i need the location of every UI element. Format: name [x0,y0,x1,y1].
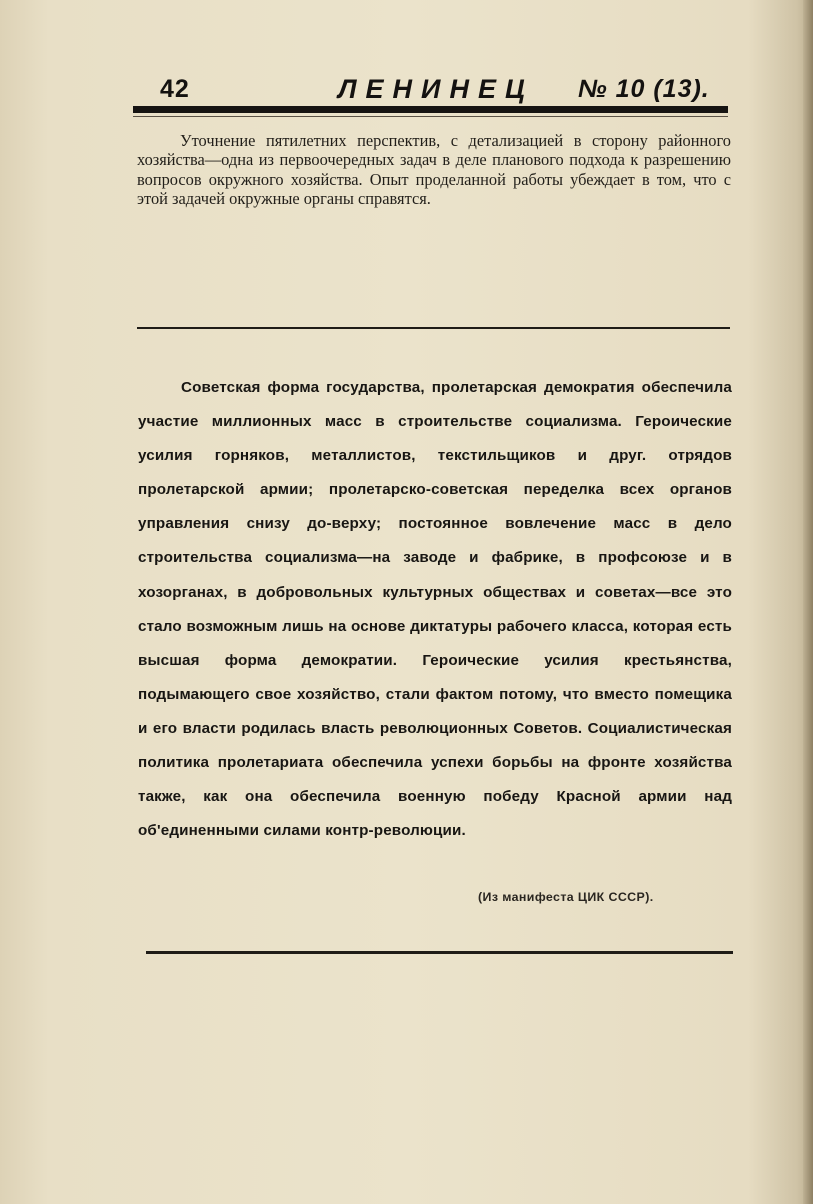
header-rule-thick [133,106,728,113]
running-head [138,72,730,108]
section-divider [137,327,730,329]
page-number: 42 [160,75,190,103]
quote-source: (Из манифеста ЦИК СССР). [478,890,654,904]
footer-rule [146,951,733,954]
book-spine-edge [803,0,813,1204]
journal-title: ЛЕНИНЕЦ [338,74,534,104]
header-rule-thin [133,116,728,117]
issue-number: № 10 (13). [578,75,710,103]
intro-paragraph: Уточнение пятилетних перспектив, с детализацией в сторону районного хозяйства—одна из первоочередных задач в деле планового подхода к разрешению вопросов окружного хозяйства. Опыт проделанной работы убеждает в том, что с этой задачей окружные органы справятся. [137,131,731,209]
manifesto-quote: Советская форма государства, пролетарская демократия обеспечила участие миллионных масс в строительстве социализма. Героические усилия горняков, металлистов, текстильщиков и друг. отрядов пролетарской армии; пролетарско-советская переделка всех органов управления снизу до-верху; постоянное вовлечение масс в дело строительства социализма—на заводе и фабрике, в профсоюзе и в хозорганах, в добровольных культурных обществах и советах—все это стало возможным лишь на основе диктатуры рабочего класса, которая есть высшая форма демократии. Героические усилия крестьянства, подымающего свое хозяйство, стали фактом потому, что вместо помещика и его власти родилась власть революционных Советов. Социалистическая политика пролетариата обеспечила успехи борьбы на фронте хозяйства также, как она обеспечила военную победу Красной армии над об'единенными силами контр-революции. [138,379,732,840]
